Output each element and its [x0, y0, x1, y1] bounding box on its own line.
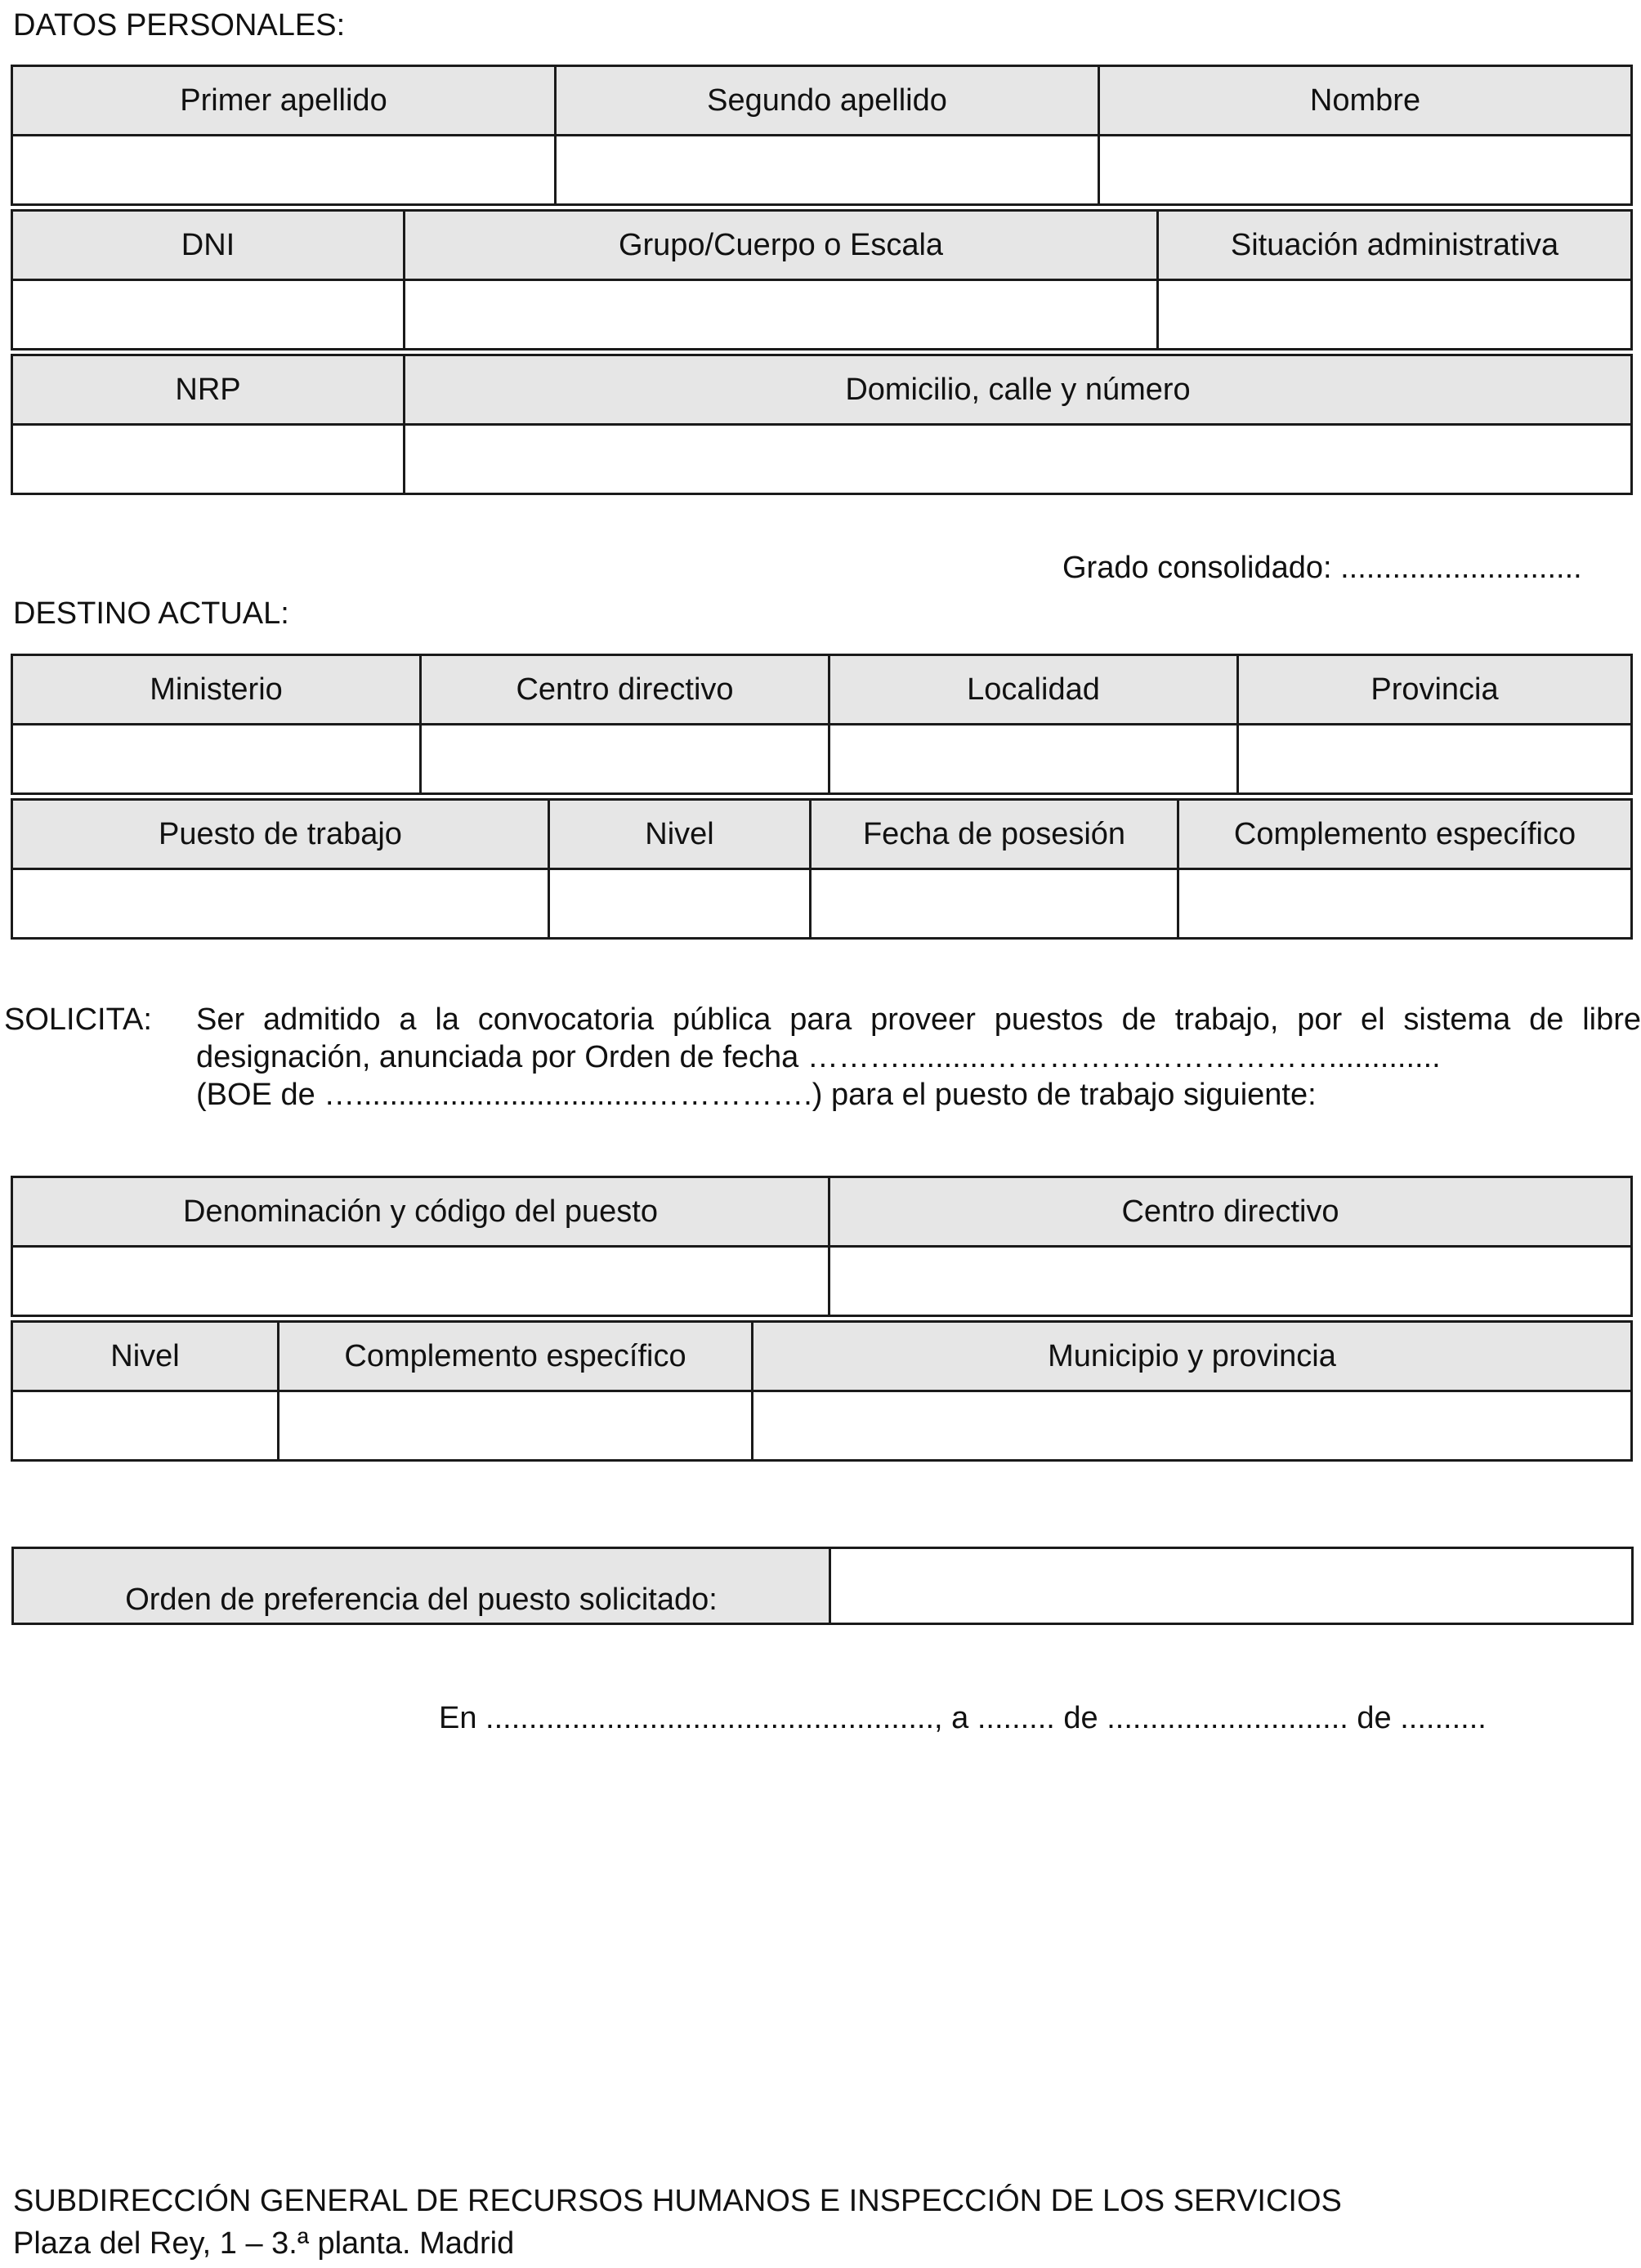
field-municipio-provincia[interactable] — [753, 1391, 1632, 1461]
footer-organismo: SUBDIRECCIÓN GENERAL DE RECURSOS HUMANOS E INSPECCIÓN DE LOS SERVICIOS — [13, 2184, 1342, 2218]
field-denominacion-codigo-puesto[interactable] — [12, 1247, 829, 1316]
orden-preferencia-table — [11, 1547, 1634, 1625]
field-localidad[interactable] — [829, 725, 1238, 794]
header-nrp: NRP — [12, 355, 405, 425]
header-grupo-cuerpo: Grupo/Cuerpo o Escala — [405, 211, 1158, 280]
header-nivel: Nivel — [549, 800, 811, 869]
header-complemento-especifico-puesto: Complemento específico — [279, 1322, 753, 1391]
header-puesto-de-trabajo: Puesto de trabajo — [12, 800, 549, 869]
field-nivel[interactable] — [549, 869, 811, 939]
datos-personales-table-2 — [11, 209, 1633, 350]
field-nivel-puesto[interactable] — [12, 1391, 279, 1461]
lugar-fecha-line: En ...................................................., a ......... de ............................ de .......... — [439, 1701, 1487, 1735]
destino-actual-table — [11, 654, 1633, 795]
destino-actual-heading: DESTINO ACTUAL: — [13, 596, 289, 631]
field-centro-directivo-puesto[interactable] — [829, 1247, 1632, 1316]
field-provincia[interactable] — [1238, 725, 1632, 794]
datos-personales-table-3 — [11, 354, 1633, 495]
field-fecha-de-posesion[interactable] — [811, 869, 1178, 939]
header-fecha-de-posesion: Fecha de posesión — [811, 800, 1178, 869]
header-situacion-administrativa: Situación administrativa — [1158, 211, 1632, 280]
field-ministerio[interactable] — [12, 725, 421, 794]
field-segundo-apellido[interactable] — [556, 136, 1099, 205]
header-localidad: Localidad — [829, 655, 1238, 725]
footer-direccion: Plaza del Rey, 1 – 3.ª planta. Madrid — [13, 2226, 515, 2261]
solicita-line-1: Ser admitido a la convocatoria pública para proveer puestos de trabajo, por el sistema de libre — [196, 1002, 1641, 1037]
solicita-line-2: designación, anunciada por Orden de fecha ………..........……………………………............. — [196, 1040, 1441, 1074]
header-nivel-puesto: Nivel — [12, 1322, 279, 1391]
field-situacion-administrativa[interactable] — [1158, 280, 1632, 350]
field-nrp[interactable] — [12, 425, 405, 494]
header-domicilio: Domicilio, calle y número — [405, 355, 1632, 425]
header-centro-directivo: Centro directivo — [421, 655, 829, 725]
field-centro-directivo[interactable] — [421, 725, 829, 794]
header-provincia: Provincia — [1238, 655, 1632, 725]
datos-personales-heading: DATOS PERSONALES: — [13, 8, 346, 42]
solicita-label: SOLICITA: — [4, 1002, 152, 1037]
field-complemento-especifico-puesto[interactable] — [279, 1391, 753, 1461]
destino-actual-table-2 — [11, 798, 1633, 940]
header-centro-directivo-puesto: Centro directivo — [829, 1177, 1632, 1247]
header-complemento-especifico: Complemento específico — [1178, 800, 1632, 869]
field-puesto-de-trabajo[interactable] — [12, 869, 549, 939]
field-orden-preferencia[interactable] — [830, 1548, 1633, 1624]
header-primer-apellido: Primer apellido — [12, 66, 556, 136]
field-complemento-especifico[interactable] — [1178, 869, 1632, 939]
solicita-line-3: (BOE de …..................................…………….) para el puesto de trabajo siguiente: — [196, 1078, 1317, 1112]
orden-preferencia-label: Orden de preferencia del puesto solicitado: — [13, 1548, 830, 1624]
field-primer-apellido[interactable] — [12, 136, 556, 205]
field-domicilio[interactable] — [405, 425, 1632, 494]
header-municipio-provincia: Municipio y provincia — [753, 1322, 1632, 1391]
field-nombre[interactable] — [1099, 136, 1632, 205]
header-segundo-apellido: Segundo apellido — [556, 66, 1099, 136]
header-nombre: Nombre — [1099, 66, 1632, 136]
puesto-solicitado-table-2 — [11, 1320, 1633, 1462]
puesto-solicitado-table — [11, 1176, 1633, 1317]
datos-personales-table — [11, 65, 1633, 206]
field-grupo-cuerpo[interactable] — [405, 280, 1158, 350]
header-denominacion-codigo-puesto: Denominación y código del puesto — [12, 1177, 829, 1247]
header-ministerio: Ministerio — [12, 655, 421, 725]
header-dni: DNI — [12, 211, 405, 280]
grado-consolidado: Grado consolidado: ............................ — [1062, 551, 1582, 585]
field-dni[interactable] — [12, 280, 405, 350]
